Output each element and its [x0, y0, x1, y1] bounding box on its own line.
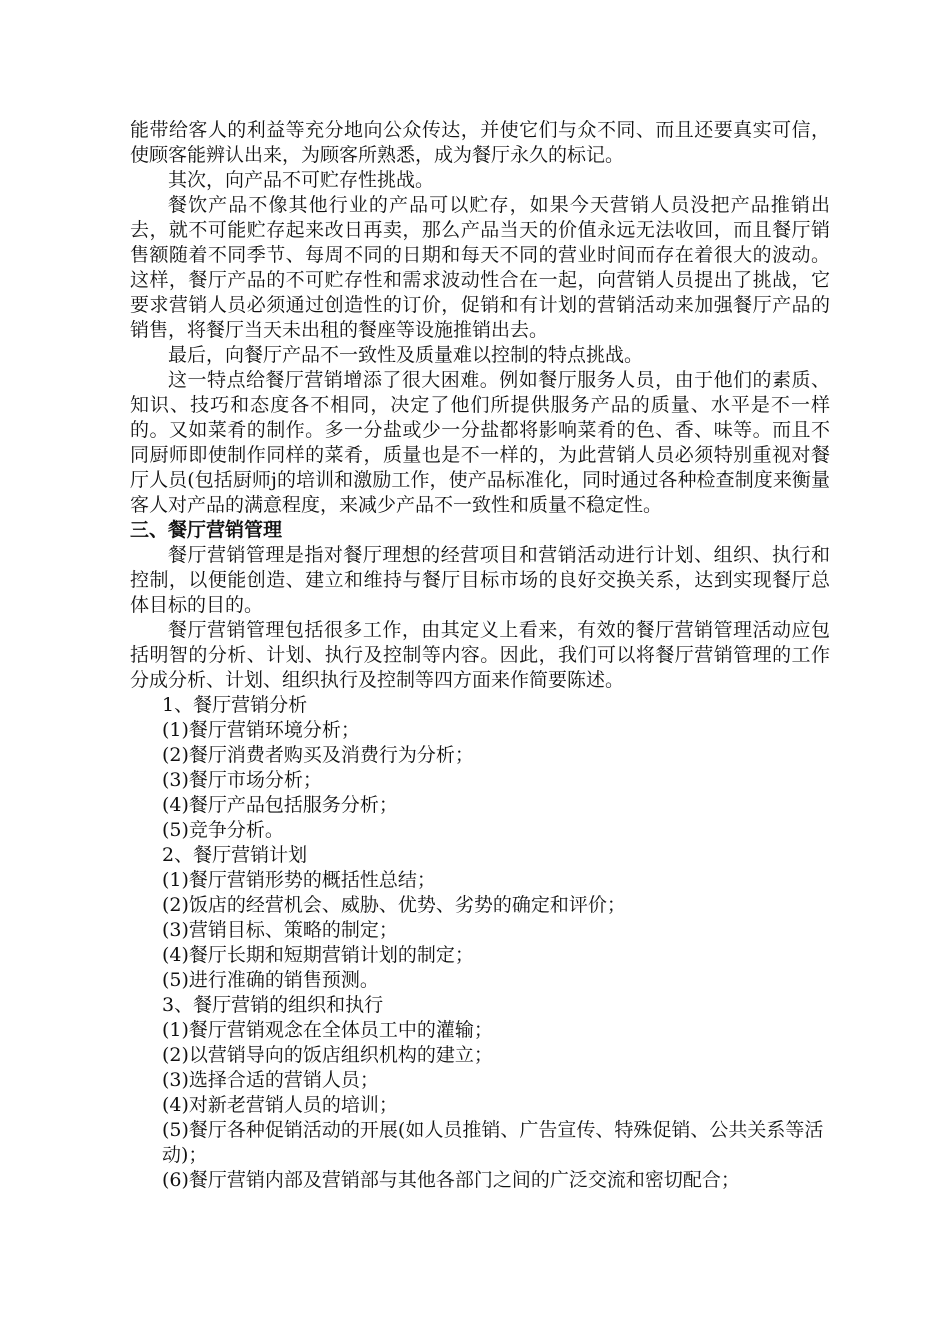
list-item: (2)饭店的经营机会、威胁、优势、劣势的确定和评价；	[162, 894, 626, 916]
paragraph-challenge-storage-heading: 其次，向产品不可贮存性挑战。	[168, 169, 435, 191]
list-item: (3)餐厅市场分析；	[162, 769, 322, 791]
list-item: (2)餐厅消费者购买及消费行为分析；	[162, 744, 474, 766]
list-item: (2)以营销导向的饭店组织机构的建立；	[162, 1044, 493, 1066]
list-item: (4)餐厅产品包括服务分析；	[162, 794, 398, 816]
section-heading: 三、餐厅营销管理	[130, 519, 283, 541]
subsection-title-analysis: 1、餐厅营销分析	[162, 694, 308, 716]
list-item: (5)竞争分析。	[162, 819, 284, 841]
document-page	[130, 118, 830, 1193]
paragraph-storage-detail: 餐饮产品不像其他行业的产品可以贮存，如果今天营销人员没把产品推销出去，就不可能贮存起来改日再卖，那么产品当天的价值永远无法收回，而且餐厅销售额随着不同季节、每周不同的日期和每天不同的营业时间而存在着很大的波动。这样，餐厅产品的不可贮存性和需求波动性合在一起，向营销人员提出了挑战，它要求营销人员必须通过创造性的订价，促销和有计划的营销活动来加强餐厅产品的销售，将餐厅当天未出租的餐座等设施推销出去。	[130, 194, 830, 341]
paragraph-scope: 餐厅营销管理包括很多工作，由其定义上看来，有效的餐厅营销管理活动应包括明智的分析、计划、执行及控制等内容。因此，我们可以将餐厅营销管理的工作分成分析、计划、组织执行及控制等四方面来作简要陈述。	[130, 619, 830, 691]
list-item: (1)餐厅营销形势的概括性总结；	[162, 869, 436, 891]
paragraph-quality-detail: 这一特点给餐厅营销增添了很大困难。例如餐厅服务人员，由于他们的素质、知识、技巧和态度各不相同，决定了他们所提供服务产品的质量、水平是不一样的。又如菜肴的制作。多一分盐或少一分盐都将影响菜肴的色、香、味等。而且不同厨师即使制作同样的菜肴，质量也是不一样的，为此营销人员必须特别重视对餐厅人员(包括厨师j的培训和激励工作，使产品标准化，同时通过各种检查制度来衡量客人对产品的满意程度，来减少产品不一致性和质量不稳定性。	[130, 369, 830, 516]
subsection-title-execution: 3、餐厅营销的组织和执行	[162, 994, 384, 1016]
paragraph-challenge-quality-heading: 最后，向餐厅产品不一致性及质量难以控制的特点挑战。	[168, 344, 644, 366]
list-item: (1)餐厅营销观念在全体员工中的灌输；	[162, 1019, 493, 1041]
list-item: (3)选择合适的营销人员；	[162, 1069, 379, 1091]
list-item: (1)餐厅营销环境分析；	[162, 719, 360, 741]
paragraph-continuation: 能带给客人的利益等充分地向公众传达，并使它们与众不同、而且还要真实可信，使顾客能辨认出来，为顾客所熟悉，成为餐厅永久的标记。	[130, 119, 830, 166]
list-item: (3)营销目标、策略的制定；	[162, 919, 398, 941]
list-item: (4)餐厅长期和短期营销计划的制定；	[162, 944, 474, 966]
list-item: (6)餐厅营销内部及营销部与其他各部门之间的广泛交流和密切配合；	[162, 1169, 740, 1191]
paragraph-definition: 餐厅营销管理是指对餐厅理想的经营项目和营销活动进行计划、组织、执行和控制，以便能创造、建立和维持与餐厅目标市场的良好交换关系，达到实现餐厅总体目标的目的。	[130, 544, 830, 616]
list-item: (5)进行准确的销售预测。	[162, 969, 379, 991]
subsection-title-planning: 2、餐厅营销计划	[162, 844, 308, 866]
list-item: (5)餐厅各种促销活动的开展(如人员推销、广告宣传、特殊促销、公共关系等活动)；	[162, 1119, 824, 1166]
list-item: (4)对新老营销人员的培训；	[162, 1094, 398, 1116]
